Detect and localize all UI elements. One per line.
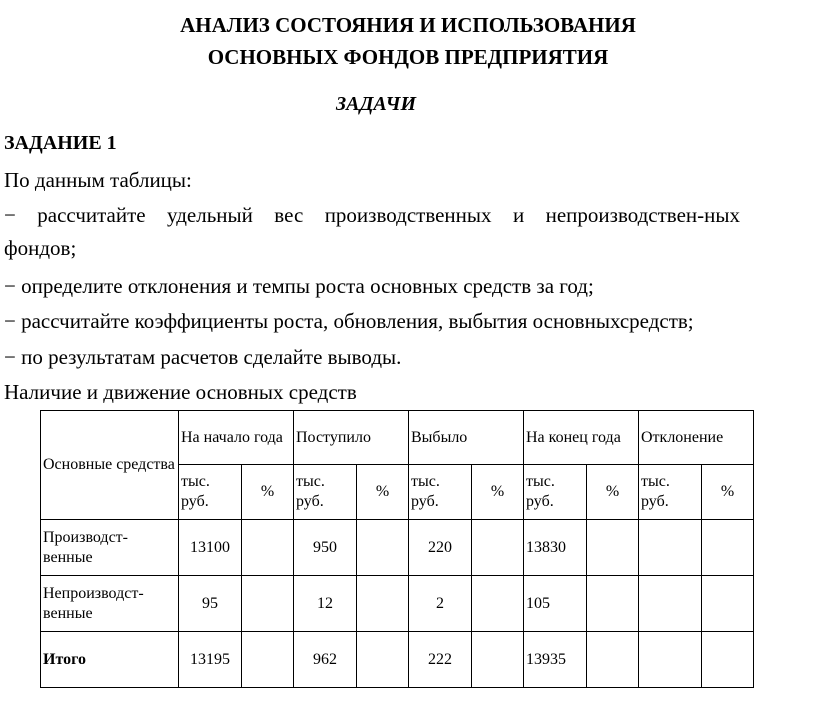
cell-start-value: 13195 [179, 632, 242, 688]
header-assets: Основные средства [41, 411, 179, 520]
row-label: Непроизводст-венные [41, 576, 179, 632]
task-bullet-1: − рассчитайте удельный вес производственных и непроизводствен-ных [4, 203, 740, 227]
percent-received: % [357, 465, 409, 520]
task-intro: По данным таблицы: [4, 168, 192, 192]
task-bullet-2: − определите отклонения и темпы роста основных средств за год; [4, 274, 594, 298]
cell-deviation-percent [702, 576, 754, 632]
unit-disposed: тыс. руб. [409, 465, 472, 520]
section-subtitle: ЗАДАЧИ [335, 93, 417, 115]
task-heading: ЗАДАНИЕ 1 [4, 132, 117, 154]
cell-disposed-percent [472, 632, 524, 688]
cell-deviation-percent [702, 520, 754, 576]
unit-end: тыс. руб. [524, 465, 587, 520]
cell-disposed-value: 220 [409, 520, 472, 576]
row-label-total: Итого [41, 632, 179, 688]
cell-end-percent [587, 576, 639, 632]
page-title-line-2: ОСНОВНЫХ ФОНДОВ ПРЕДПРИЯТИЯ [207, 45, 609, 69]
cell-disposed-percent [472, 520, 524, 576]
percent-start: % [242, 465, 294, 520]
header-deviation: Отклонение [639, 411, 754, 465]
task-bullet-3: − рассчитайте коэффициенты роста, обновления, выбытия основныхсредств; [4, 309, 694, 333]
header-disposed: Выбыло [409, 411, 524, 465]
cell-received-percent [357, 632, 409, 688]
cell-end-value: 13830 [524, 520, 587, 576]
cell-end-value: 13935 [524, 632, 587, 688]
percent-end: % [587, 465, 639, 520]
cell-start-percent [242, 576, 294, 632]
row-label: Производст-венные [41, 520, 179, 576]
table-row-total [41, 632, 754, 688]
unit-deviation: тыс. руб. [639, 465, 702, 520]
unit-start: тыс. руб. [179, 465, 242, 520]
header-start-of-year: На начало года [179, 411, 294, 465]
table-row [41, 576, 754, 632]
cell-disposed-value: 2 [409, 576, 472, 632]
task-bullet-1-continuation: фондов; [4, 236, 77, 260]
page-title-line-1: АНАЛИЗ СОСТОЯНИЯ И ИСПОЛЬЗОВАНИЯ [180, 13, 636, 37]
cell-start-percent [242, 520, 294, 576]
header-end-of-year: На конец года [524, 411, 639, 465]
unit-received: тыс. руб. [294, 465, 357, 520]
cell-start-value: 13100 [179, 520, 242, 576]
cell-end-percent [587, 520, 639, 576]
cell-received-percent [357, 520, 409, 576]
cell-disposed-percent [472, 576, 524, 632]
cell-deviation-value [639, 576, 702, 632]
percent-disposed: % [472, 465, 524, 520]
cell-end-value: 105 [524, 576, 587, 632]
cell-start-percent [242, 632, 294, 688]
fixed-assets-table [40, 410, 754, 688]
cell-received-percent [357, 576, 409, 632]
cell-received-value: 950 [294, 520, 357, 576]
cell-end-percent [587, 632, 639, 688]
header-received: Поступило [294, 411, 409, 465]
percent-deviation: % [702, 465, 754, 520]
cell-deviation-value [639, 520, 702, 576]
cell-disposed-value: 222 [409, 632, 472, 688]
cell-deviation-value [639, 632, 702, 688]
cell-deviation-percent [702, 632, 754, 688]
cell-received-value: 12 [294, 576, 357, 632]
cell-received-value: 962 [294, 632, 357, 688]
task-bullet-4: − по результатам расчетов сделайте выводы. [4, 345, 402, 369]
cell-start-value: 95 [179, 576, 242, 632]
table-row [41, 520, 754, 576]
table-caption: Наличие и движение основных средств [4, 380, 357, 404]
